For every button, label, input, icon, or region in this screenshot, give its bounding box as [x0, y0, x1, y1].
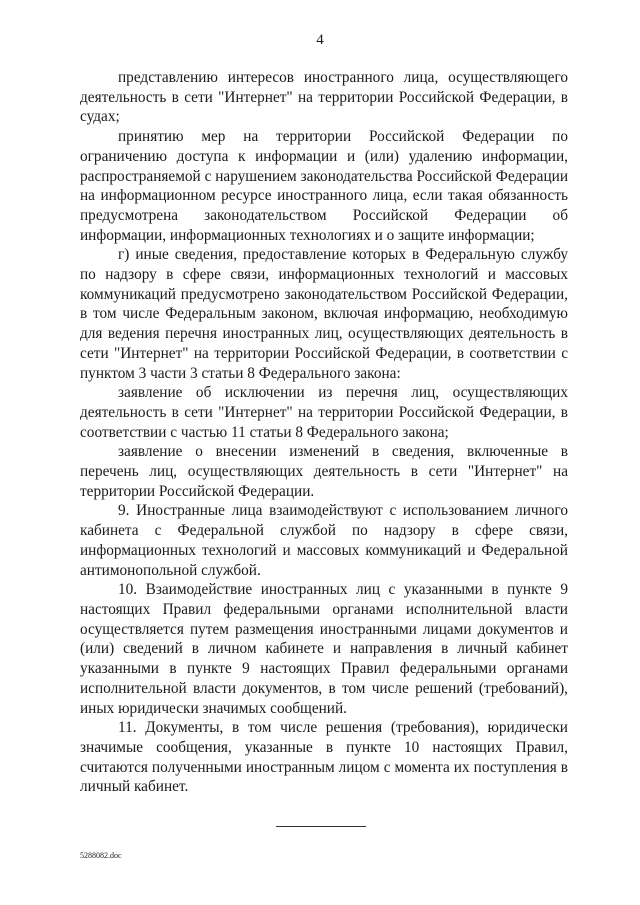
footer-file-name: 5288082.doc: [80, 851, 122, 860]
paragraph-clause-9: 9. Иностранные лица взаимодействуют с использованием личного кабинета с Федеральной службой по надзору в сфере связи, информационных технологий и массовых коммуникаций и Федеральной антимонопольной службой.: [80, 502, 568, 579]
paragraph-exclusion-application: заявление об исключении из перечня лиц, осуществляющих деятельность в сети "Интернет" на территории Российской Федерации, в соответствии с частью 11 статьи 8 Федерального закона;: [80, 384, 568, 441]
end-of-text-divider: [276, 826, 366, 827]
page-number: 4: [316, 32, 324, 48]
document-body: [80, 68, 568, 797]
paragraph-access-restriction: принятию мер на территории Российской Федерации по ограничению доступа к информации и (или) удалению информации, распространяемой с нарушением законодательства Российской Федерации на информационном ресурсе иностранного лица, если такая обязанность предусмотрена законодательством Российской Федерации об информации, информационных технологиях и о защите информации;: [80, 128, 568, 244]
paragraph-courts: представлению интересов иностранного лица, осуществляющего деятельность в сети "Интернет" на территории Российской Федерации, в судах;: [80, 69, 568, 126]
paragraph-other-information: г) иные сведения, предоставление которых в Федеральную службу по надзору в сфере связи, информационных технологий и массовых коммуникаций предусмотрено законодательством Российской Федерации, в том числе Федеральным законом, включая информацию, необходимую для ведения перечня иностранных лиц, осуществляющих деятельность в сети "Интернет" на территории Российской Федерации, в соответствии с пунктом 3 части 3 статьи 8 Федерального закона:: [80, 246, 568, 382]
paragraph-clause-11: 11. Документы, в том числе решения (требования), юридически значимые сообщения, указанные в пункте 10 настоящих Правил, считаются полученными иностранным лицом с момента их поступления в личный кабинет.: [80, 719, 568, 796]
paragraph-clause-10: 10. Взаимодействие иностранных лиц с указанными в пункте 9 настоящих Правил федеральными органами исполнительной власти осуществляется путем размещения иностранными лицами документов и (или) сведений в личном кабинете и направления в личный кабинет указанными в пункте 9 настоящих Правил федеральными органами исполнительной власти документов, в том числе решений (требований), иных юридически значимых сообщений.: [80, 581, 568, 717]
paragraph-amendment-application: заявление о внесении изменений в сведения, включенные в перечень лиц, осуществляющих деятельность в сети "Интернет" на территории Российской Федерации.: [80, 443, 568, 500]
